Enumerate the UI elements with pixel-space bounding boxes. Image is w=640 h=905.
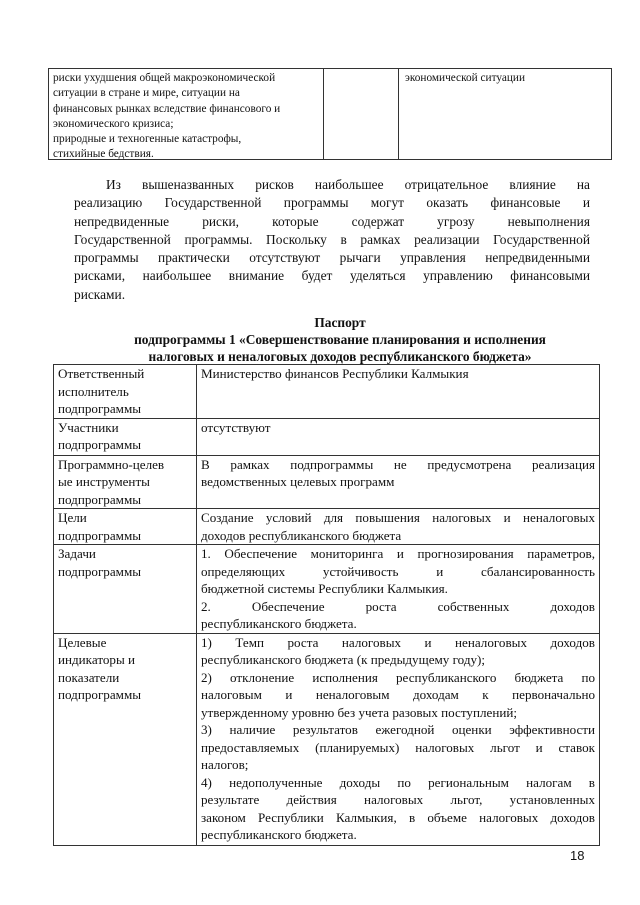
value-line: Министерство финансов Республики Калмыкия [201,366,469,381]
passport-subtitle: налоговых и неналоговых доходов республиканского бюджета» [148,349,532,364]
value-line: утвержденному уровню без учета разовых поступлений; [201,704,517,720]
value-line: бюджетной системы Республики Калмыкия. [201,581,448,596]
label-line: Участники [58,419,119,435]
label-line: показатели [58,669,120,685]
table-row [54,509,600,545]
value-line: республиканского бюджета. [201,616,357,631]
risks-cell [49,69,324,159]
value-line: 1) Темп роста налоговых и неналоговых доходов [201,634,595,650]
value-line: ведомственных целевых программ [201,474,395,489]
value-line: республиканского бюджета. [201,827,357,842]
label-line: подпрограммы [58,687,142,702]
value-line: Создание условий для повышения налоговых и неналоговых [201,510,595,525]
measures-cell: экономической ситуации [405,72,526,84]
value-line: налогов; [201,757,249,772]
row-label [54,545,197,634]
value-line: результате действия налоговых льгот, установленных [201,792,595,807]
row-label [54,509,197,545]
value-line: В рамках подпрограммы не предусмотрена реализация [201,456,595,472]
value-line: налоговым и неналоговым доходам к первоначально [201,687,595,702]
value-line: предоставляемых (планируемых) налоговых льгот и ставок [201,739,595,755]
label-line: подпрограммы [58,563,142,579]
label-line: ые инструменты [58,474,150,489]
value-line: 2) отклонение исполнения республиканского бюджета по [201,669,595,685]
row-label [54,418,197,455]
row-label [54,365,197,419]
value-line: законом Республики Калмыкия, в объеме налоговых доходов [201,809,595,825]
paragraph-line: программы практически отсутствуют рычаги управления непредвиденными [74,250,590,266]
label-line: Ответственный [58,366,145,381]
label-line: подпрограммы [58,401,142,416]
value-line: республиканского бюджета (к предыдущему году); [201,652,486,667]
table-row [54,418,600,455]
row-label [54,633,197,845]
risk-line: финансовых рынках вследствие финансового и [53,102,281,115]
risk-line: экономического кризиса; [53,117,174,130]
table-row [54,633,600,845]
value-line: 4) недополученные доходы по региональным налогам в [201,774,595,790]
row-value [197,365,600,419]
value-line: 3) наличие результатов ежегодной оценки эффективности [201,722,595,737]
label-line: Программно-целев [58,456,165,472]
row-value [197,509,600,545]
row-value [197,418,600,455]
passport-title: Паспорт [314,315,366,330]
label-line: Задачи [58,546,96,561]
row-value [197,633,600,845]
value-line: отсутствуют [201,419,271,435]
paragraph-line: Государственной программы. Поскольку в рамках реализации Государственной [74,231,590,247]
label-line: исполнитель [58,383,129,399]
risk-line: природные и техногенные катастрофы, [53,133,242,146]
label-line: индикаторы и [58,652,136,667]
row-value [197,455,600,509]
row-label [54,455,197,509]
label-line: Целевые [58,634,107,650]
value-line: определяющих устойчивость и сбалансированность [201,563,595,579]
label-line: подпрограммы [58,491,142,507]
passport-subtitle: подпрограммы 1 «Совершенствование планирования и исполнения [134,332,546,347]
value-line: 2. Обеспечение роста собственных доходов [201,598,595,614]
row-value [197,545,600,634]
paragraph-line: непредвиденные риски, которые содержат угрозу невыполнения [74,213,590,229]
risk-line: ситуации в стране и мире, ситуации на [53,87,240,100]
paragraph-line: рисками, наибольшее внимание будет уделяться управлению финансовыми [74,268,590,284]
paragraph-line: Из вышеназванных рисков наибольшее отрицательное влияние на [106,177,590,192]
risks-table-continuation [48,68,612,160]
risk-line: риски ухудшения общей макроэкономической [53,72,276,84]
page-number: 18 [570,848,585,863]
empty-cell [324,69,399,159]
value-line: доходов республиканского бюджета [201,527,402,543]
table-row [54,545,600,634]
label-line: подпрограммы [58,527,142,543]
table-row [54,365,600,419]
label-line: Цели [58,510,87,525]
label-line: подпрограммы [58,437,142,452]
value-line: 1. Обеспечение мониторинга и прогнозирования параметров, [201,546,595,561]
passport-table [53,364,600,846]
table-row [54,455,600,509]
risk-line: стихийные бедствия. [53,148,154,161]
paragraph-line: рисками. [74,286,126,302]
paragraph-line: реализацию Государственной программы могут оказать финансовые и [74,195,590,211]
risk-paragraph [74,176,590,304]
